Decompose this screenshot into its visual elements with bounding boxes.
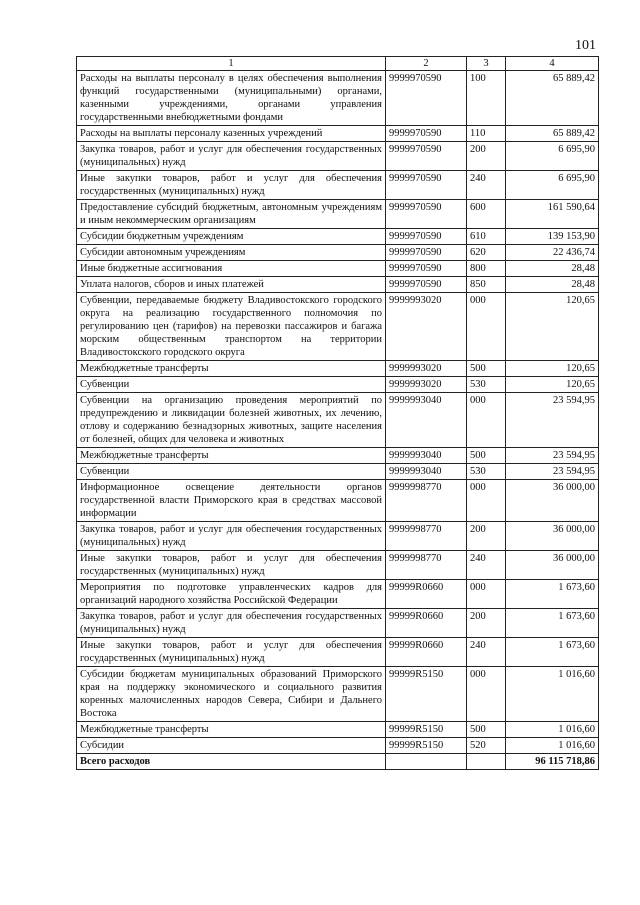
header-col-4: 4 bbox=[506, 57, 599, 71]
table-row bbox=[77, 71, 599, 126]
table-row bbox=[77, 229, 599, 245]
row-description: Субсидии бюджетным учреждениям bbox=[77, 229, 386, 245]
row-amount: 23 594,95 bbox=[506, 393, 599, 448]
row-amount: 23 594,95 bbox=[506, 448, 599, 464]
row-description: Иные закупки товаров, работ и услуг для обеспечения государственных (муниципальных) нужд bbox=[77, 171, 386, 200]
row-target-code: 9999970590 bbox=[386, 71, 467, 126]
row-expense-type: 240 bbox=[467, 171, 506, 200]
row-target-code: 9999998770 bbox=[386, 480, 467, 522]
row-expense-type: 610 bbox=[467, 229, 506, 245]
header-col-2: 2 bbox=[386, 57, 467, 71]
table-row bbox=[77, 142, 599, 171]
table-row bbox=[77, 126, 599, 142]
row-target-code: 9999970590 bbox=[386, 126, 467, 142]
table-row bbox=[77, 522, 599, 551]
row-description: Иные закупки товаров, работ и услуг для обеспечения государственных (муниципальных) нужд bbox=[77, 551, 386, 580]
row-description: Закупка товаров, работ и услуг для обеспечения государственных (муниципальных) нужд bbox=[77, 522, 386, 551]
row-target-code: 99999R5150 bbox=[386, 738, 467, 754]
row-expense-type: 520 bbox=[467, 738, 506, 754]
row-description: Межбюджетные трансферты bbox=[77, 722, 386, 738]
row-target-code: 9999993040 bbox=[386, 393, 467, 448]
row-description: Иные закупки товаров, работ и услуг для обеспечения государственных (муниципальных) нужд bbox=[77, 638, 386, 667]
row-expense-type: 800 bbox=[467, 261, 506, 277]
total-label: Всего расходов bbox=[77, 754, 386, 770]
row-target-code: 9999970590 bbox=[386, 200, 467, 229]
table-header-row bbox=[77, 57, 599, 71]
row-expense-type: 240 bbox=[467, 638, 506, 667]
row-expense-type: 100 bbox=[467, 71, 506, 126]
row-target-code: 9999970590 bbox=[386, 277, 467, 293]
row-target-code: 9999970590 bbox=[386, 171, 467, 200]
row-amount: 120,65 bbox=[506, 293, 599, 361]
table-row bbox=[77, 393, 599, 448]
row-expense-type: 000 bbox=[467, 480, 506, 522]
table-row bbox=[77, 245, 599, 261]
total-code-cell bbox=[386, 754, 467, 770]
table-row bbox=[77, 580, 599, 609]
row-amount: 1 673,60 bbox=[506, 609, 599, 638]
row-description: Предоставление субсидий бюджетным, автономным учреждениям и иным некоммерческим организациям bbox=[77, 200, 386, 229]
row-description: Расходы на выплаты персоналу казенных учреждений bbox=[77, 126, 386, 142]
row-amount: 1 016,60 bbox=[506, 667, 599, 722]
row-description: Субвенции bbox=[77, 464, 386, 480]
row-expense-type: 530 bbox=[467, 377, 506, 393]
row-expense-type: 620 bbox=[467, 245, 506, 261]
table-row bbox=[77, 480, 599, 522]
table-row bbox=[77, 638, 599, 667]
row-target-code: 9999970590 bbox=[386, 229, 467, 245]
row-description: Субвенции, передаваемые бюджету Владивостокского городского округа на реализацию государственного полномочия по регулированию цен (тарифов) на перевозки пассажиров и багажа морским общественным транспортом на территории Владивостокского городского округа bbox=[77, 293, 386, 361]
table-row bbox=[77, 464, 599, 480]
row-amount: 1 673,60 bbox=[506, 580, 599, 609]
row-expense-type: 850 bbox=[467, 277, 506, 293]
table-row bbox=[77, 361, 599, 377]
row-target-code: 9999970590 bbox=[386, 261, 467, 277]
row-amount: 161 590,64 bbox=[506, 200, 599, 229]
table-row bbox=[77, 200, 599, 229]
row-amount: 36 000,00 bbox=[506, 480, 599, 522]
row-target-code: 9999970590 bbox=[386, 245, 467, 261]
row-amount: 6 695,90 bbox=[506, 171, 599, 200]
row-amount: 28,48 bbox=[506, 277, 599, 293]
table-row bbox=[77, 377, 599, 393]
row-expense-type: 600 bbox=[467, 200, 506, 229]
table-row bbox=[77, 738, 599, 754]
table-row bbox=[77, 261, 599, 277]
row-amount: 36 000,00 bbox=[506, 551, 599, 580]
total-type-cell bbox=[467, 754, 506, 770]
row-expense-type: 200 bbox=[467, 609, 506, 638]
row-amount: 120,65 bbox=[506, 377, 599, 393]
table-row bbox=[77, 667, 599, 722]
row-description: Уплата налогов, сборов и иных платежей bbox=[77, 277, 386, 293]
row-description: Субсидии бюджетам муниципальных образований Приморского края на поддержку экономического и социального развития коренных малочисленных народов Севера, Сибири и Дальнего Востока bbox=[77, 667, 386, 722]
row-amount: 36 000,00 bbox=[506, 522, 599, 551]
row-target-code: 99999R5150 bbox=[386, 722, 467, 738]
row-expense-type: 000 bbox=[467, 293, 506, 361]
row-amount: 139 153,90 bbox=[506, 229, 599, 245]
row-expense-type: 110 bbox=[467, 126, 506, 142]
row-expense-type: 200 bbox=[467, 522, 506, 551]
total-amount: 96 115 718,86 bbox=[506, 754, 599, 770]
row-expense-type: 240 bbox=[467, 551, 506, 580]
row-expense-type: 000 bbox=[467, 667, 506, 722]
total-row bbox=[77, 754, 599, 770]
budget-expenses-table bbox=[76, 56, 599, 770]
row-target-code: 9999998770 bbox=[386, 551, 467, 580]
row-amount: 1 016,60 bbox=[506, 722, 599, 738]
row-target-code: 9999970590 bbox=[386, 142, 467, 171]
row-target-code: 99999R0660 bbox=[386, 580, 467, 609]
row-target-code: 9999993040 bbox=[386, 464, 467, 480]
row-target-code: 9999998770 bbox=[386, 522, 467, 551]
row-description: Закупка товаров, работ и услуг для обеспечения государственных (муниципальных) нужд bbox=[77, 609, 386, 638]
row-description: Субвенции на организацию проведения мероприятий по предупреждению и ликвидации болезней животных, их лечению, отлову и содержанию безнадзорных животных, защите населения от болезней, общих для человека и животных bbox=[77, 393, 386, 448]
row-amount: 6 695,90 bbox=[506, 142, 599, 171]
row-description: Межбюджетные трансферты bbox=[77, 361, 386, 377]
row-description: Иные бюджетные ассигнования bbox=[77, 261, 386, 277]
row-amount: 120,65 bbox=[506, 361, 599, 377]
row-amount: 65 889,42 bbox=[506, 71, 599, 126]
row-amount: 28,48 bbox=[506, 261, 599, 277]
row-description: Межбюджетные трансферты bbox=[77, 448, 386, 464]
row-target-code: 9999993020 bbox=[386, 361, 467, 377]
row-target-code: 99999R5150 bbox=[386, 667, 467, 722]
row-description: Субсидии bbox=[77, 738, 386, 754]
row-target-code: 9999993020 bbox=[386, 377, 467, 393]
row-amount: 22 436,74 bbox=[506, 245, 599, 261]
row-target-code: 99999R0660 bbox=[386, 638, 467, 667]
header-col-1: 1 bbox=[77, 57, 386, 71]
table-row bbox=[77, 722, 599, 738]
row-expense-type: 000 bbox=[467, 580, 506, 609]
row-amount: 65 889,42 bbox=[506, 126, 599, 142]
row-description: Информационное освещение деятельности органов государственной власти Приморского края в средствах массовой информации bbox=[77, 480, 386, 522]
row-target-code: 99999R0660 bbox=[386, 609, 467, 638]
row-description: Расходы на выплаты персоналу в целях обеспечения выполнения функций государственными (муниципальными) органами, казенными учреждениями, органами управления государственными внебюджетными фондами bbox=[77, 71, 386, 126]
header-col-3: 3 bbox=[467, 57, 506, 71]
table-row bbox=[77, 551, 599, 580]
row-amount: 1 016,60 bbox=[506, 738, 599, 754]
table-row bbox=[77, 277, 599, 293]
row-expense-type: 530 bbox=[467, 464, 506, 480]
table-row bbox=[77, 293, 599, 361]
row-amount: 23 594,95 bbox=[506, 464, 599, 480]
row-expense-type: 000 bbox=[467, 393, 506, 448]
row-expense-type: 500 bbox=[467, 361, 506, 377]
row-target-code: 9999993040 bbox=[386, 448, 467, 464]
row-expense-type: 200 bbox=[467, 142, 506, 171]
row-description: Субсидии автономным учреждениям bbox=[77, 245, 386, 261]
table-row bbox=[77, 448, 599, 464]
row-expense-type: 500 bbox=[467, 722, 506, 738]
row-expense-type: 500 bbox=[467, 448, 506, 464]
row-description: Мероприятия по подготовке управленческих кадров для организаций народного хозяйства Российской Федерации bbox=[77, 580, 386, 609]
row-target-code: 9999993020 bbox=[386, 293, 467, 361]
row-description: Закупка товаров, работ и услуг для обеспечения государственных (муниципальных) нужд bbox=[77, 142, 386, 171]
row-amount: 1 673,60 bbox=[506, 638, 599, 667]
page-number: 101 bbox=[575, 38, 596, 53]
table-row bbox=[77, 171, 599, 200]
table-row bbox=[77, 609, 599, 638]
row-description: Субвенции bbox=[77, 377, 386, 393]
